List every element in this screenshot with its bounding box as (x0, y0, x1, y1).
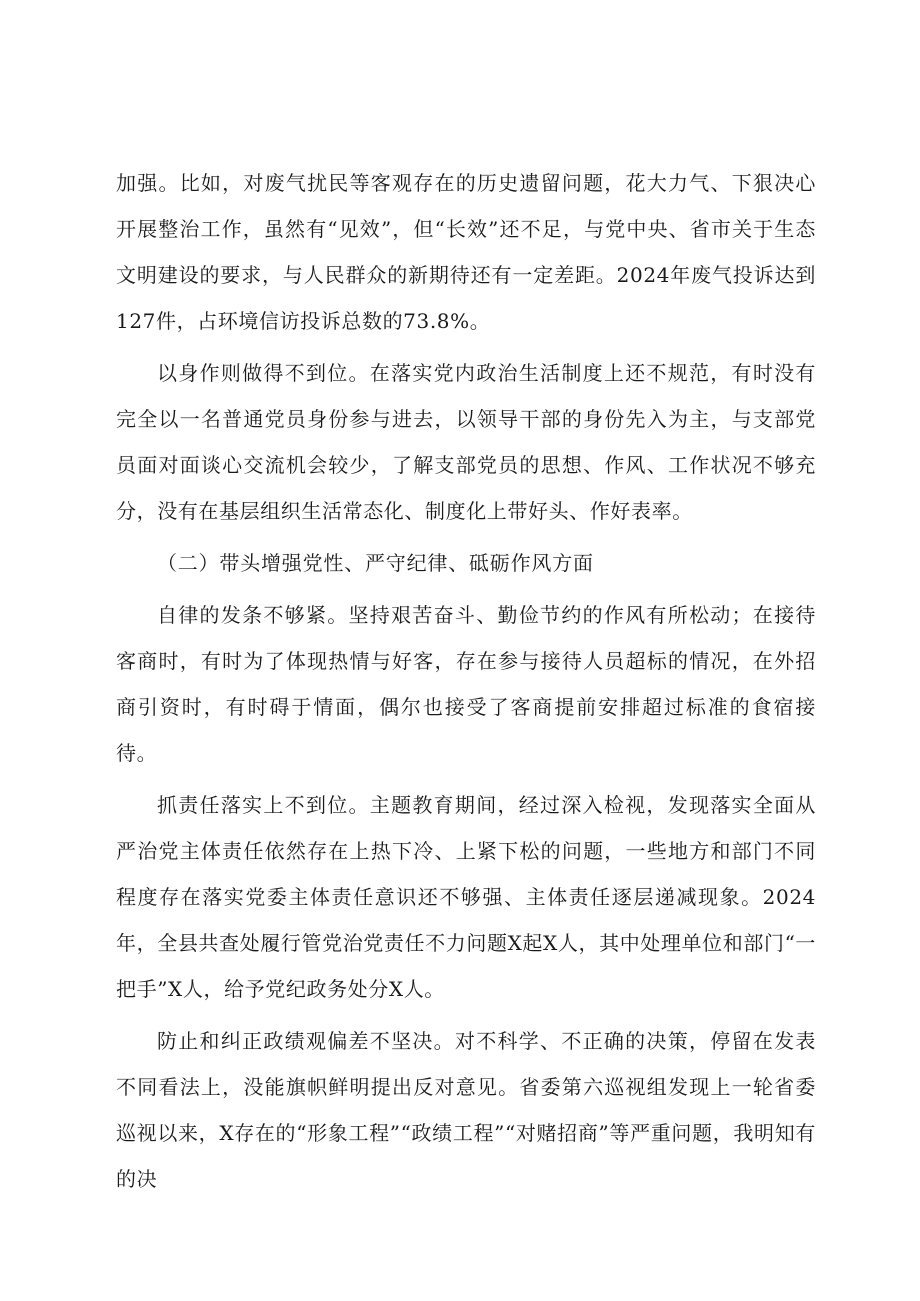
paragraph-continuation: 加强。比如，对废气扰民等客观存在的历史遗留问题，花大力气、下狠决心开展整治工作，虽然有“见效”，但“长效”还不足，与党中央、省市关于生态文明建设的要求，与人民群众的新期待还有一定差距。2024年废气投诉达到127件，占环境信访投诉总数的73.8%。 (116, 171, 816, 333)
section-heading: （二）带头增强党性、严守纪律、砥砺作风方面 (157, 551, 594, 575)
document-body (116, 160, 816, 1208)
paragraph-responsibility: 抓责任落实上不到位。主题教育期间，经过深入检视，发现落实全面从严治党主体责任依然存在上热下冷、上紧下松的问题，一些地方和部门不同程度存在落实党委主体责任意识还不够强、主体责任逐层递减现象。2024年，全县共查处履行管党治党责任不力问题X起X人，其中处理单位和部门“一把手”X人，给予党纪政务处分X人。 (116, 793, 816, 1001)
paragraph-leading-by-example: 以身作则做得不到位。在落实党内政治生活制度上还不规范，有时没有完全以一名普通党员身份参与进去，以领导干部的身份先入为主，与支部党员面对面谈心交流机会较少，了解支部党员的思想、作风、工作状况不够充分，没有在基层组织生活常态化、制度化上带好头、作好表率。 (116, 361, 816, 523)
paragraph-self-discipline: 自律的发条不够紧。坚持艰苦奋斗、勤俭节约的作风有所松动；在接待客商时，有时为了体现热情与好客，存在参与接待人员超标的情况，在外招商引资时，有时碍于情面，偶尔也接受了客商提前安排超过标准的食宿接待。 (116, 603, 816, 765)
paragraph-performance-view: 防止和纠正政绩观偏差不坚决。对不科学、不正确的决策，停留在发表不同看法上，没能旗帜鲜明提出反对意见。省委第六巡视组发现上一轮省委巡视以来，X存在的“形象工程”“政绩工程”“对赌招商”等严重问题，我明知有的决 (116, 1029, 816, 1191)
